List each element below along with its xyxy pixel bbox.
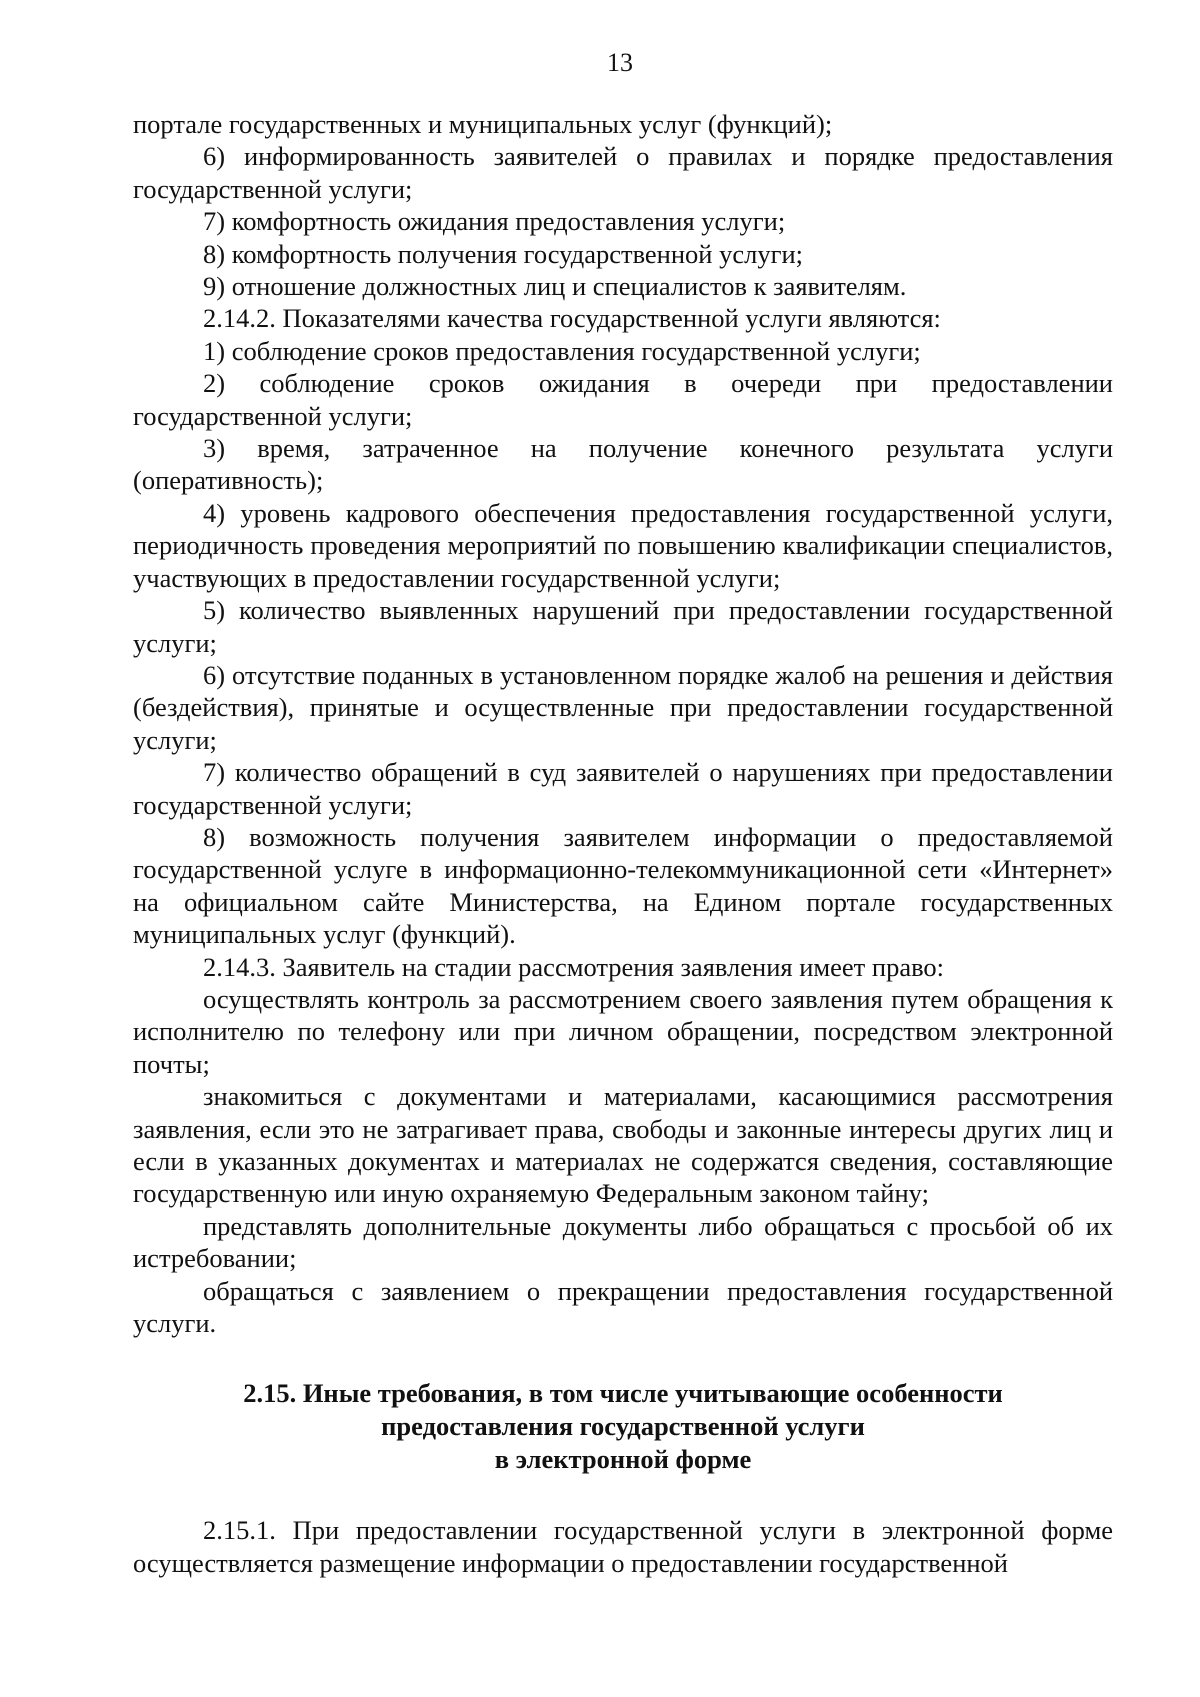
page-number: 13: [607, 48, 633, 77]
paragraph: 1) соблюдение сроков предоставления государственной услуги;: [203, 335, 921, 366]
paragraph: 4) уровень кадрового обеспечения предоставления государственной услуги, периодичность проведения мероприятий по повышению квалификации специалистов, участвующих в предоставлении государственной услуги;: [133, 497, 1113, 593]
paragraph: 8) комфортность получения государственной услуги;: [203, 238, 804, 269]
section-heading-line: 2.15. Иные требования, в том числе учитывающие особенности: [243, 1378, 1003, 1409]
paragraph: 6) информированность заявителей о правилах и порядке предоставления государственной услуги;: [133, 141, 1113, 204]
document-body: [133, 108, 1113, 1579]
paragraph: 7) комфортность ожидания предоставления услуги;: [203, 206, 786, 237]
paragraph: 9) отношение должностных лиц и специалистов к заявителям.: [203, 271, 907, 302]
paragraph: обращаться с заявлением о прекращении предоставления государственной услуги.: [133, 1275, 1113, 1339]
paragraph: 7) количество обращений в суд заявителей о нарушениях при предоставлении государственной услуги;: [133, 757, 1113, 820]
paragraph: 6) отсутствие поданных в установленном порядке жалоб на решения и действия (бездействия), принятые и осуществленные при предоставлении государственной услуги;: [133, 659, 1113, 755]
paragraph: 2.15.1. При предоставлении государственной услуги в электронной форме осуществляется размещение информации о предоставлении государственной: [133, 1515, 1113, 1578]
section-heading: [133, 1377, 1113, 1476]
paragraph: 2.14.3. Заявитель на стадии рассмотрения заявления имеет право:: [203, 951, 945, 982]
paragraph: 8) возможность получения заявителем информации о предоставляемой государственной услуге в информационно-телекоммуникационной сети «Интернет» на официальном сайте Министерства, на Едином портале государственных муниципальных услуг (функций).: [133, 821, 1113, 950]
paragraph: 2) соблюдение сроков ожидания в очереди при предоставлении государственной услуги;: [133, 368, 1113, 431]
paragraph: 3) время, затраченное на получение конечного результата услуги (оперативность);: [133, 433, 1113, 496]
paragraph: 2.14.2. Показателями качества государственной услуги являются:: [203, 303, 941, 334]
paragraph: знакомиться с документами и материалами, касающимися рассмотрения заявления, если это не затрагивает права, свободы и законные интересы других лиц и если в указанных документах и материалах не содержатся сведения, составляющие государственную или иную охраняемую Федеральным законом тайну;: [133, 1081, 1113, 1209]
paragraph: 5) количество выявленных нарушений при предоставлении государственной услуги;: [133, 595, 1113, 658]
section-heading-line: предоставления государственной услуги: [381, 1411, 865, 1442]
paragraph: порталe государственных и муниципальных услуг (функций);: [133, 109, 833, 139]
paragraph: представлять дополнительные документы либо обращаться с просьбой об их истребовании;: [133, 1210, 1113, 1274]
section-heading-line: в электронной форме: [494, 1444, 752, 1475]
paragraph: осуществлять контроль за рассмотрением своего заявления путем обращения к исполнителю по телефону или при личном обращении, посредством электронной почты;: [133, 983, 1113, 1079]
